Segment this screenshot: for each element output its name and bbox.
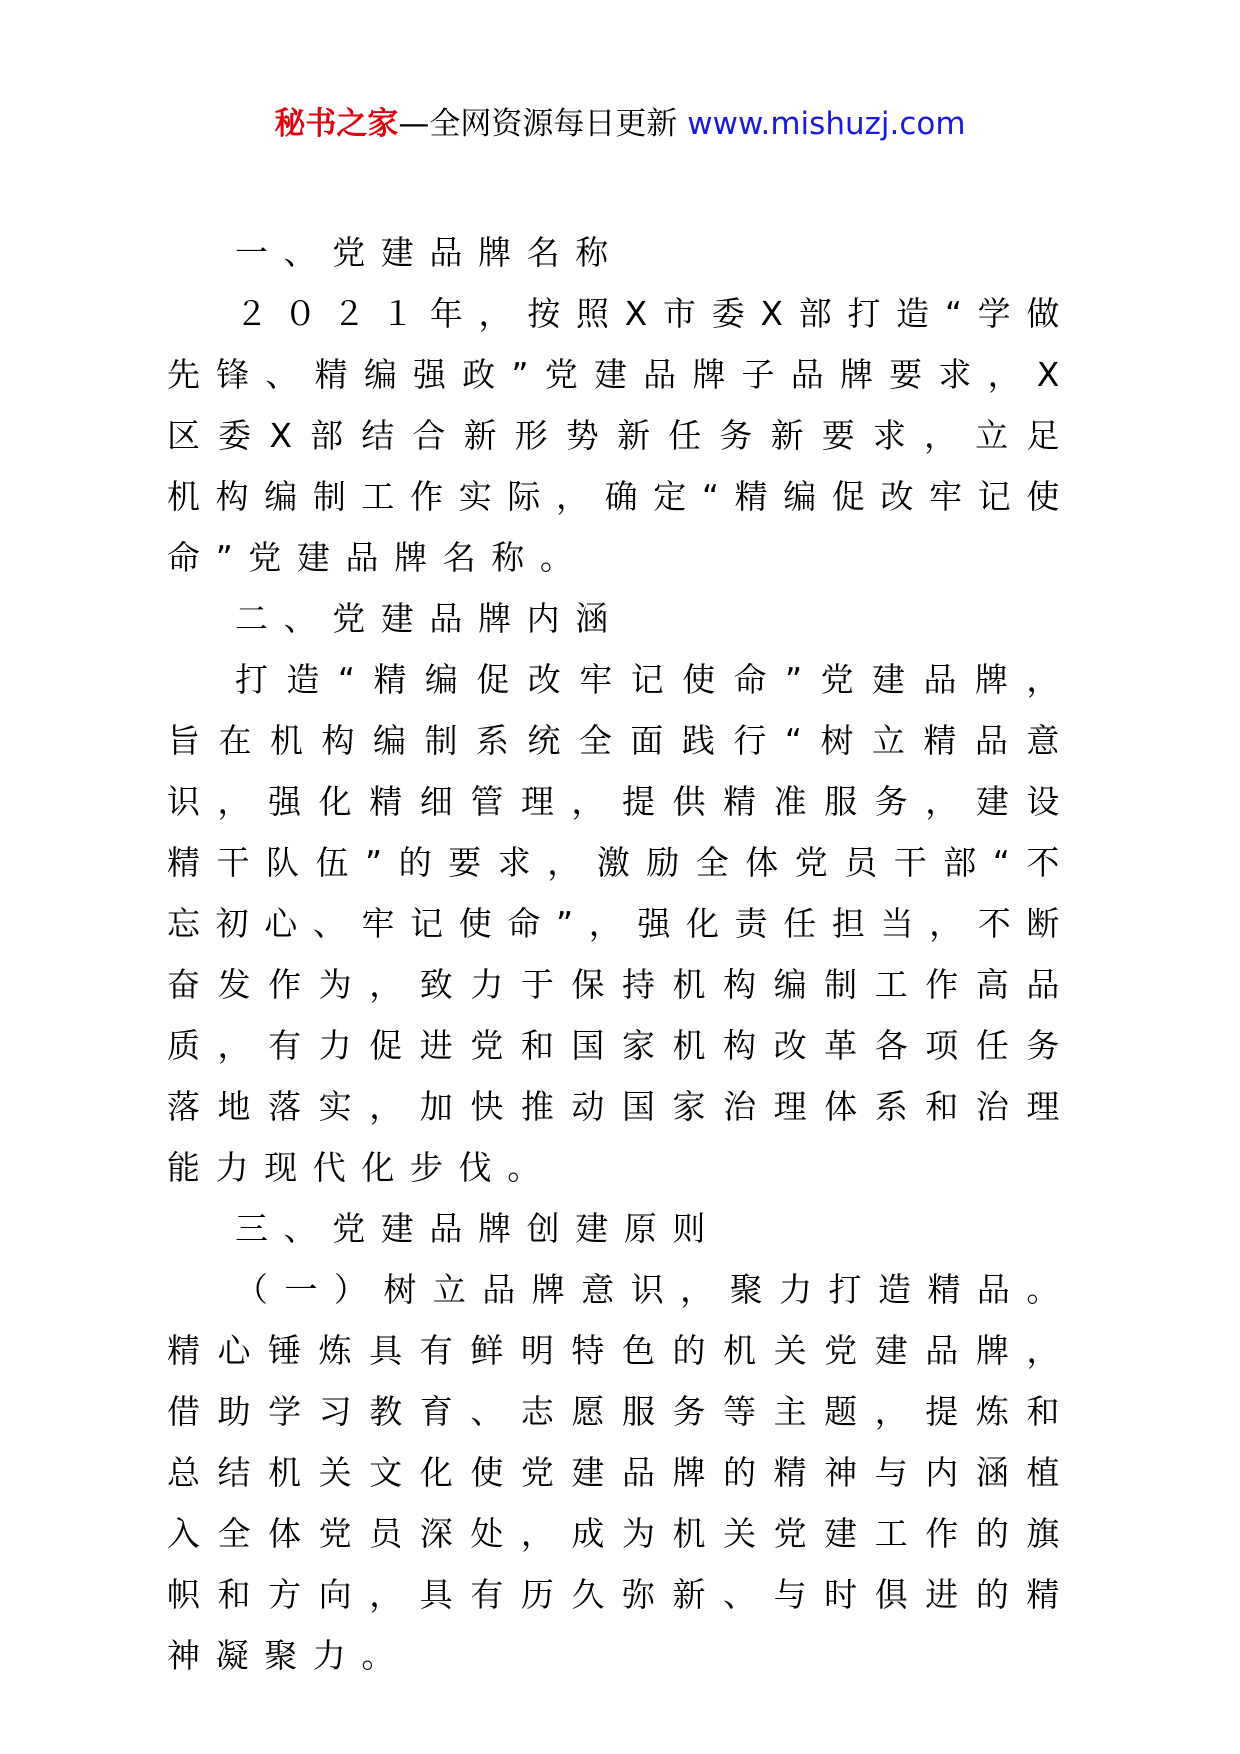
- paragraph-2: 打造“精编促改牢记使命”党建品牌，旨在机构编制系统全面践行“树立精品意识，强化精细管理，提供精准服务，建设精干队伍”的要求，激励全体党员干部“不忘初心、牢记使命”，强化责任担当，不断奋发作为，致力于保持机构编制工作高品质，有力促进党和国家机构改革各项任务落地落实，加快推动国家治理体系和治理能力现代化步伐。: [167, 660, 1075, 1187]
- site-url[interactable]: www.mishuzj.com: [687, 106, 966, 142]
- paragraph-3: （一）树立品牌意识，聚力打造精品。精心锤炼具有鲜明特色的机关党建品牌，借助学习教育、志愿服务等主题，提炼和总结机关文化使党建品牌的精神与内涵植入全体党员深处，成为机关党建工作的旗帜和方向，具有历久弥新、与时俱进的精神凝聚力。: [167, 1270, 1075, 1675]
- site-brand: 秘书之家: [274, 106, 399, 142]
- section-heading-1: 一、党建品牌名称: [235, 233, 624, 272]
- document-body: [167, 222, 1075, 1686]
- section-heading-2: 二、党建品牌内涵: [235, 599, 624, 638]
- site-header: [0, 102, 1240, 146]
- section-heading-3: 三、党建品牌创建原则: [235, 1209, 721, 1248]
- paragraph-1: ２０２１年，按照X市委X部打造“学做先锋、精编强政”党建品牌子品牌要求，X区委X部结合新形势新任务新要求，立足机构编制工作实际，确定“精编促改牢记使命”党建品牌名称。: [167, 294, 1075, 577]
- site-tagline: —全网资源每日更新: [398, 106, 688, 142]
